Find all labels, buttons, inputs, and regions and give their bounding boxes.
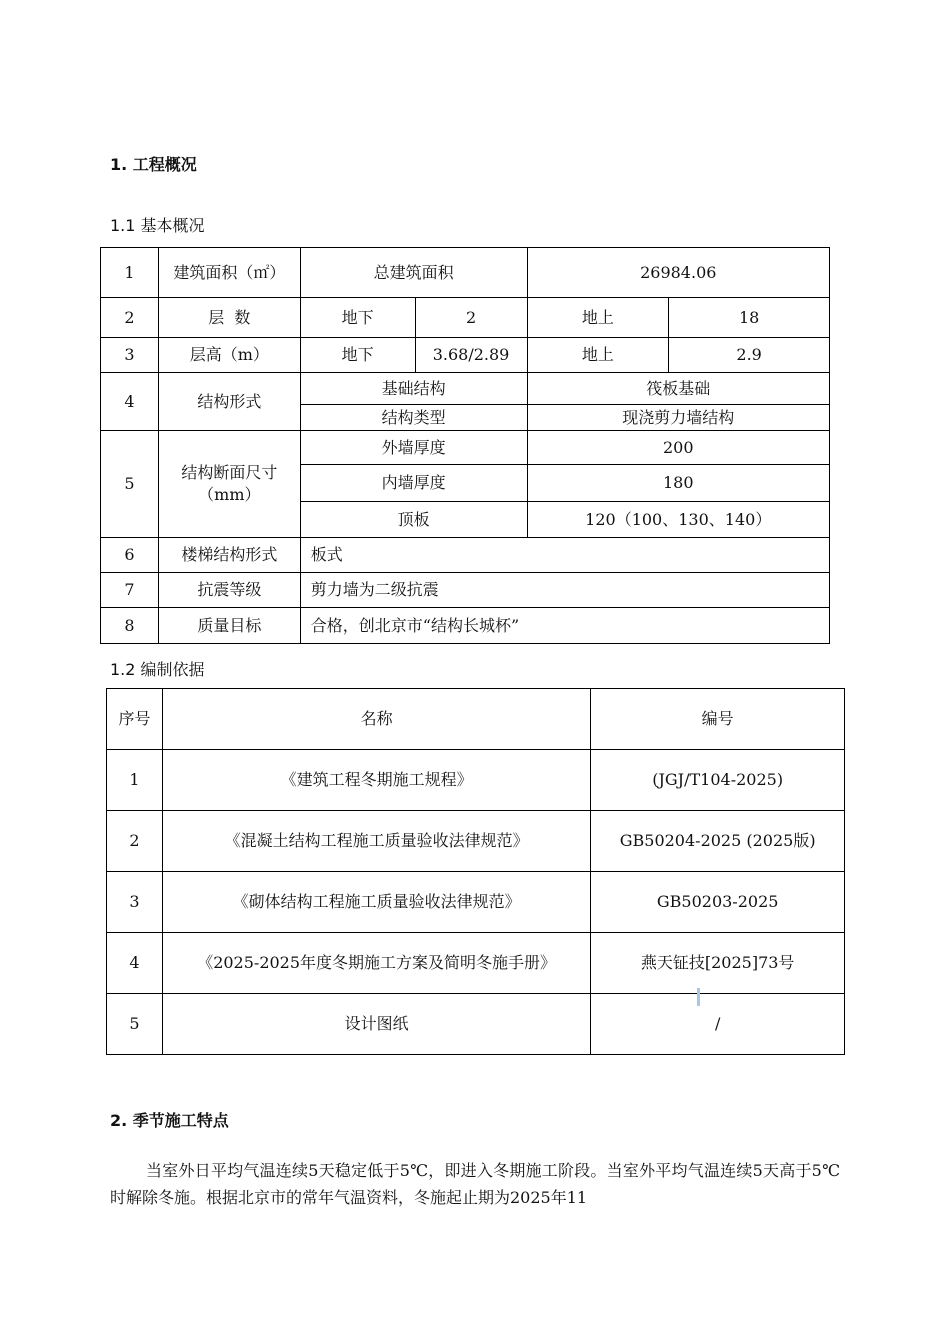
cell: 26984.06	[527, 248, 830, 298]
document-code: (JGJ/T104-2025)	[591, 750, 845, 811]
table-row	[101, 298, 830, 338]
row-number: 5	[101, 431, 159, 538]
row-label: 结构断面尺寸（mm）	[158, 431, 300, 538]
row-label: 建筑面积（㎡）	[158, 248, 300, 298]
document-name: 《砌体结构工程施工质量验收法律规范》	[162, 872, 590, 933]
table-row	[107, 872, 845, 933]
table-row	[107, 750, 845, 811]
table-row	[101, 573, 830, 608]
table-row	[107, 994, 845, 1055]
row-number: 5	[107, 994, 163, 1055]
row-number: 1	[101, 248, 159, 298]
cell: 内墙厚度	[300, 465, 527, 502]
cell: 结构类型	[300, 405, 527, 431]
cell: 3.68/2.89	[415, 338, 527, 373]
cell: 200	[527, 431, 830, 465]
table-header-row	[107, 689, 845, 750]
cell: 板式	[300, 538, 829, 573]
cell: 总建筑面积	[300, 248, 527, 298]
row-number: 8	[101, 608, 159, 644]
table-row	[101, 373, 830, 405]
document-code: GB50204-2025 (2025版)	[591, 811, 845, 872]
row-number: 2	[107, 811, 163, 872]
row-label: 质量目标	[158, 608, 300, 644]
table-row	[101, 248, 830, 298]
document-name: 《建筑工程冬期施工规程》	[162, 750, 590, 811]
document-code: /	[591, 994, 845, 1055]
compilation-basis-table	[106, 688, 845, 1055]
table-row	[107, 933, 845, 994]
document-code: 燕天钲技[2025]73号	[591, 933, 845, 994]
cell: 18	[669, 298, 830, 338]
row-number: 3	[107, 872, 163, 933]
basic-overview-table	[100, 247, 830, 644]
cell: 现浇剪力墙结构	[527, 405, 830, 431]
row-label: 层高（m）	[158, 338, 300, 373]
cell: 地上	[527, 298, 669, 338]
document-code: GB50203-2025	[591, 872, 845, 933]
row-number: 1	[107, 750, 163, 811]
cell: 地下	[300, 298, 415, 338]
cell: 地下	[300, 338, 415, 373]
section-1-heading: 1. 工程概况	[110, 155, 197, 174]
cell: 地上	[527, 338, 669, 373]
table-row	[101, 338, 830, 373]
text-cursor	[697, 988, 700, 1006]
cell: 合格，创北京市“结构长城杯”	[300, 608, 829, 644]
cell: 2.9	[669, 338, 830, 373]
cell: 120（100、130、140）	[527, 502, 830, 538]
row-number: 2	[101, 298, 159, 338]
cell: 2	[415, 298, 527, 338]
document-name: 设计图纸	[162, 994, 590, 1055]
section-2-heading: 2. 季节施工特点	[110, 1111, 229, 1130]
table-row	[101, 431, 830, 465]
table-row	[101, 538, 830, 573]
subsection-1-2-heading: 1.2 编制依据	[110, 660, 205, 679]
table-row	[107, 811, 845, 872]
row-label: 楼梯结构形式	[158, 538, 300, 573]
document-name: 《2025-2025年度冬期施工方案及简明冬施手册》	[162, 933, 590, 994]
header-number: 序号	[107, 689, 163, 750]
subsection-1-1-heading: 1.1 基本概况	[110, 216, 205, 235]
cell: 顶板	[300, 502, 527, 538]
row-number: 4	[107, 933, 163, 994]
header-code: 编号	[591, 689, 845, 750]
row-label: 结构形式	[158, 373, 300, 431]
cell: 剪力墙为二级抗震	[300, 573, 829, 608]
row-number: 6	[101, 538, 159, 573]
row-number: 3	[101, 338, 159, 373]
row-number: 7	[101, 573, 159, 608]
row-label: 层 数	[158, 298, 300, 338]
document-name: 《混凝土结构工程施工质量验收法律规范》	[162, 811, 590, 872]
row-label: 抗震等级	[158, 573, 300, 608]
cell: 180	[527, 465, 830, 502]
section-2-paragraph[interactable]: 当室外日平均气温连续5天稳定低于5℃，即进入冬期施工阶段。当室外平均气温连续5天高于5℃时解除冬施。根据北京市的常年气温资料，冬施起止期为2025年11	[110, 1161, 840, 1207]
table-row	[101, 608, 830, 644]
cell: 基础结构	[300, 373, 527, 405]
cell: 外墙厚度	[300, 431, 527, 465]
header-name: 名称	[162, 689, 590, 750]
row-number: 4	[101, 373, 159, 431]
cell: 筏板基础	[527, 373, 830, 405]
